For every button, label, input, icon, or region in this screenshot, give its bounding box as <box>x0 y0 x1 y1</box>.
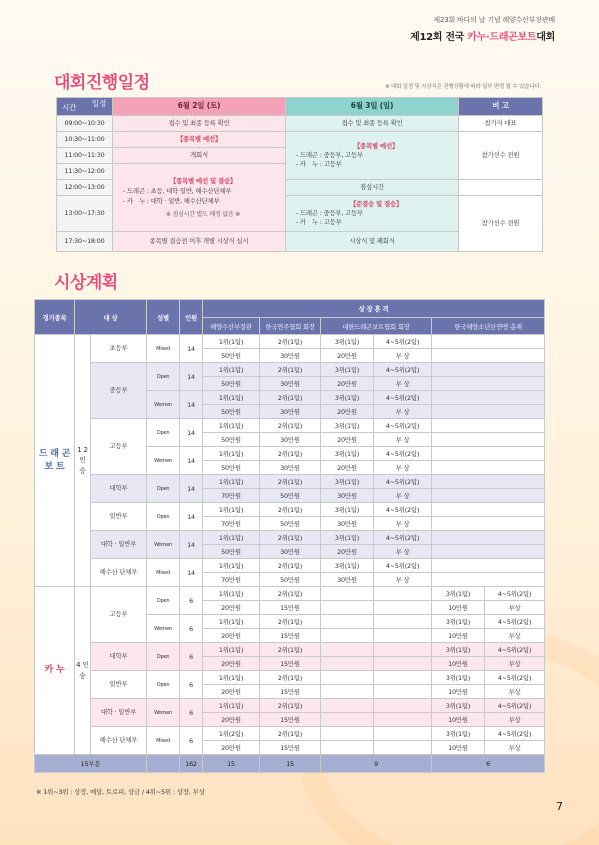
time-cell: 17:30~18:00 <box>57 232 113 252</box>
remarks-cell <box>459 180 543 196</box>
category-cell: 대학 · 일반부 <box>91 699 147 727</box>
award-cell: 20만원 <box>321 461 374 475</box>
award-cell: 30만원 <box>260 433 321 447</box>
award-cell: 1위(1팀) <box>203 475 260 489</box>
crew-cell: 6 <box>180 587 203 615</box>
time-cell: 12:00~13:00 <box>57 180 113 196</box>
award-cell: 30만원 <box>260 349 321 363</box>
section-title-schedule: 대회진행일정 <box>54 73 150 93</box>
day1-cell: 【종목별 예선】 <box>113 132 286 148</box>
award-cell <box>432 405 545 419</box>
award-cell: 20만원 <box>203 657 260 671</box>
header-award-2: 한국연주협회 회장 <box>260 318 321 335</box>
award-cell: 1위(1팀) <box>203 699 260 713</box>
award-cell: 부 상 <box>374 433 432 447</box>
award-cell: 50만원 <box>260 573 321 587</box>
category-cell: 고등부 <box>91 419 147 475</box>
crew-cell: 14 <box>180 335 203 363</box>
award-cell: 4~5위(2팀) <box>374 447 432 461</box>
award-cell <box>432 573 545 587</box>
award-cell <box>432 349 545 363</box>
award-cell <box>374 685 432 699</box>
award-cell <box>321 699 374 713</box>
award-cell: 3위(1팀) <box>432 727 485 741</box>
award-cell: 20만원 <box>321 545 374 559</box>
award-cell: 10만원 <box>432 685 485 699</box>
crew-cell: 14 <box>180 475 203 503</box>
award-cell: 30만원 <box>260 545 321 559</box>
award-cell: 20만원 <box>321 377 374 391</box>
award-cell: 부 상 <box>374 377 432 391</box>
award-cell: 50만원 <box>203 461 260 475</box>
crew-cell: 14 <box>180 391 203 419</box>
crew-cell: 14 <box>180 503 203 531</box>
award-cell: 20만원 <box>203 629 260 643</box>
award-row <box>35 363 545 377</box>
time-cell: 13:00~17:30 <box>57 196 113 232</box>
award-cell: 10만원 <box>432 657 485 671</box>
award-cell: 4~5위(2팀) <box>485 727 545 741</box>
award-cell <box>432 475 545 489</box>
award-cell: 2위(1팀) <box>260 335 321 349</box>
remarks-cell: 참가선수 전원 <box>459 132 543 180</box>
award-cell: 2위(1팀) <box>260 447 321 461</box>
award-cell: 70만원 <box>203 573 260 587</box>
header-award-4: 한국해양소년단연맹 총재 <box>432 318 545 335</box>
award-cell <box>321 727 374 741</box>
award-cell: 15만원 <box>260 713 321 727</box>
category-cell: 일반부 <box>91 671 147 699</box>
award-cell: 20만원 <box>203 685 260 699</box>
header-day2: 6월 3일 (일) <box>286 98 459 116</box>
award-cell: 3위(1팀) <box>321 363 374 377</box>
award-cell: 50만원 <box>260 517 321 531</box>
page-number: 7 <box>556 800 563 813</box>
header-gender: 성별 <box>147 300 180 335</box>
award-cell: 70만원 <box>203 517 260 531</box>
award-cell <box>374 601 432 615</box>
award-cell: 1위(1팀) <box>203 559 260 573</box>
total-award-1: 15 <box>203 755 260 773</box>
award-cell: 1위(2팀) <box>203 727 260 741</box>
award-cell: 부 상 <box>374 405 432 419</box>
event-group: 드 래 곤 보 트 <box>35 335 75 587</box>
award-cell <box>321 713 374 727</box>
crew-cell: 6 <box>180 727 203 755</box>
time-cell: 09:00~10:30 <box>57 116 113 132</box>
total-award-3: 9 <box>321 755 432 773</box>
award-cell: 20만원 <box>321 349 374 363</box>
award-row <box>35 475 545 489</box>
award-cell: 2위(1팀) <box>260 615 321 629</box>
award-cell: 1위(1팀) <box>203 671 260 685</box>
gender-cell: Open <box>147 671 180 699</box>
gender-cell: Open <box>147 475 180 503</box>
remarks-cell: 참가자 대표 <box>459 116 543 132</box>
header-event: 경기종목 <box>35 300 75 335</box>
award-cell <box>432 391 545 405</box>
award-cell <box>432 489 545 503</box>
award-cell: 50만원 <box>203 349 260 363</box>
awards-footnote: ※ 1위~3위 : 상장, 메달, 트로피, 상금 / 4위~5위 : 상장, 부상 <box>36 788 205 796</box>
award-cell: 1위(1팀) <box>203 531 260 545</box>
award-cell <box>432 377 545 391</box>
award-cell: 3위(1팀) <box>321 419 374 433</box>
header-crew: 인원 <box>180 300 203 335</box>
award-cell: 4~5위(2팀) <box>374 475 432 489</box>
award-cell: 4~5위(2팀) <box>374 391 432 405</box>
award-cell: 50만원 <box>260 489 321 503</box>
awards-table <box>34 299 545 773</box>
award-cell <box>321 671 374 685</box>
award-cell: 2위(1팀) <box>260 699 321 713</box>
time-cell: 10:30~11:00 <box>57 132 113 148</box>
awards-header-row <box>35 300 545 318</box>
day1-cell: 종목별 결승전 이후 개별 시상식 실시 <box>113 232 286 252</box>
award-cell: 2위(1팀) <box>260 419 321 433</box>
crew-cell: 14 <box>180 559 203 587</box>
award-row <box>35 335 545 349</box>
crew-cell: 6 <box>180 615 203 643</box>
category-cell: 중등부 <box>91 363 147 419</box>
award-cell <box>321 629 374 643</box>
award-cell: 30만원 <box>260 461 321 475</box>
award-cell: 3위(1팀) <box>432 643 485 657</box>
award-cell <box>374 615 432 629</box>
total-award-4: 6 <box>432 755 545 773</box>
total-label: 15부문 <box>35 755 147 773</box>
award-cell <box>374 741 432 755</box>
day1-cell: 개회식 <box>113 148 286 164</box>
category-cell: 초등부 <box>91 335 147 363</box>
award-cell: 부상 <box>485 713 545 727</box>
award-cell <box>374 643 432 657</box>
award-cell: 3위(1팀) <box>321 475 374 489</box>
award-cell <box>374 629 432 643</box>
award-cell: 1위(1팀) <box>203 419 260 433</box>
award-cell: 부 상 <box>374 489 432 503</box>
gender-cell: Mixed <box>147 727 180 755</box>
award-cell: 50만원 <box>203 433 260 447</box>
award-cell: 15만원 <box>260 629 321 643</box>
award-cell: 2위(1팀) <box>260 363 321 377</box>
award-cell: 1위(1팀) <box>203 503 260 517</box>
award-cell <box>321 601 374 615</box>
gender-cell: Open <box>147 643 180 671</box>
total-crew: 162 <box>180 755 203 773</box>
section-title-awards: 시상계획 <box>54 273 118 293</box>
award-cell: 부 상 <box>374 573 432 587</box>
award-cell: 30만원 <box>321 573 374 587</box>
category-cell: 대학 · 일반부 <box>91 531 147 559</box>
award-cell: 20만원 <box>203 601 260 615</box>
award-cell: 3위(1팀) <box>432 587 485 601</box>
award-row <box>35 531 545 545</box>
gender-cell: Open <box>147 587 180 615</box>
award-cell: 30만원 <box>260 377 321 391</box>
award-cell: 4~5위(2팀) <box>374 419 432 433</box>
gender-cell: Women <box>147 615 180 643</box>
crew-cell: 14 <box>180 363 203 391</box>
award-cell: 부상 <box>485 741 545 755</box>
schedule-note: ※ 대회 일정 및 시상식은 진행상황에 따라 일부 변경 될 수 있습니다. <box>385 84 541 90</box>
award-cell: 4~5위(2팀) <box>374 363 432 377</box>
award-cell <box>374 727 432 741</box>
crew-cell: 6 <box>180 643 203 671</box>
award-cell: 1위(1팀) <box>203 447 260 461</box>
day2-cell: 접수 및 최종 등록 확인 <box>286 116 459 132</box>
award-cell: 10만원 <box>432 629 485 643</box>
award-cell <box>432 363 545 377</box>
award-cell: 2위(1팀) <box>260 727 321 741</box>
category-cell: 대학부 <box>91 643 147 671</box>
award-cell: 2위(1팀) <box>260 559 321 573</box>
header-awards: 상 장 훈 격 <box>203 300 545 318</box>
award-cell <box>374 713 432 727</box>
award-cell: 15만원 <box>260 601 321 615</box>
crew-cell: 14 <box>180 419 203 447</box>
award-cell <box>374 657 432 671</box>
award-cell: 1위(1팀) <box>203 615 260 629</box>
award-cell: 4~5위(2팀) <box>374 503 432 517</box>
award-cell: 3위(1팀) <box>321 503 374 517</box>
award-cell <box>432 447 545 461</box>
award-cell: 부 상 <box>374 517 432 531</box>
award-cell: 15만원 <box>260 741 321 755</box>
award-cell: 부 상 <box>374 461 432 475</box>
gender-cell: Open <box>147 419 180 447</box>
remarks-cell: 참가선수 전원 <box>459 196 543 252</box>
award-cell <box>432 335 545 349</box>
category-cell: 해수산 단체부 <box>91 727 147 755</box>
day2-cell: 【준결승 및 결승】 - 드래곤 : 중등부, 고등부 - 카 누 : 고등부 <box>286 196 459 232</box>
award-cell <box>321 741 374 755</box>
day1-cell: 【종목별 예선 및 결승】 - 드래곤 : 초등, 대학·일반, 해수산단체부 - 카 누 : 대학 · 일반, 해수산단체부 ※ 점심시간 별도 배정 없음 ※ <box>113 164 286 232</box>
award-row <box>35 699 545 713</box>
award-cell: 부상 <box>485 601 545 615</box>
day2-cell: 시상식 및 폐회식 <box>286 232 459 252</box>
day2-cell: 【종목별 예선】 - 드래곤 : 중등부, 고등부 - 카 누 : 고등부 <box>286 132 459 180</box>
header-award-1: 해양수산부장관 <box>203 318 260 335</box>
header-target: 대 상 <box>75 300 147 335</box>
crew-cell: 6 <box>180 671 203 699</box>
award-cell: 부 상 <box>374 349 432 363</box>
award-cell: 4~5위(2팀) <box>374 559 432 573</box>
award-cell: 15만원 <box>260 657 321 671</box>
award-cell: 4~5위(2팀) <box>485 587 545 601</box>
award-cell <box>432 461 545 475</box>
award-row <box>35 587 545 601</box>
award-row <box>35 503 545 517</box>
award-cell: 1위(1팀) <box>203 643 260 657</box>
award-cell: 30만원 <box>260 405 321 419</box>
gender-cell: Women <box>147 699 180 727</box>
award-cell <box>432 503 545 517</box>
boat-size: 1 2 인 승 <box>75 335 91 587</box>
award-cell <box>321 685 374 699</box>
award-row <box>35 643 545 657</box>
award-cell: 3위(1팀) <box>321 335 374 349</box>
awards-total-row <box>35 755 545 773</box>
award-cell: 2위(1팀) <box>260 531 321 545</box>
time-cell: 11:00~11:30 <box>57 148 113 164</box>
award-cell: 1위(1팀) <box>203 587 260 601</box>
award-cell: 70만원 <box>203 489 260 503</box>
award-cell: 1위(1팀) <box>203 335 260 349</box>
award-cell <box>321 615 374 629</box>
category-cell: 고등부 <box>91 587 147 643</box>
award-cell <box>321 657 374 671</box>
header-title: 제12회 전국 카누·드래곤보트대회 <box>410 32 555 43</box>
award-cell: 2위(1팀) <box>260 475 321 489</box>
gender-cell: Open <box>147 363 180 391</box>
award-cell: 30만원 <box>321 517 374 531</box>
award-cell: 2위(1팀) <box>260 587 321 601</box>
award-cell <box>374 671 432 685</box>
boat-size: 4 인 승 <box>75 587 91 755</box>
award-cell: 4~5위(2팀) <box>485 643 545 657</box>
award-cell: 부상 <box>485 657 545 671</box>
gender-cell: Mixed <box>147 335 180 363</box>
crew-cell: 14 <box>180 447 203 475</box>
award-cell: 15만원 <box>260 685 321 699</box>
award-cell: 부 상 <box>374 545 432 559</box>
award-cell: 10만원 <box>432 741 485 755</box>
gender-cell: Women <box>147 447 180 475</box>
total-award-2: 15 <box>260 755 321 773</box>
schedule-table <box>56 97 543 252</box>
award-cell: 1위(1팀) <box>203 363 260 377</box>
award-cell: 1위(1팀) <box>203 391 260 405</box>
category-cell: 일반부 <box>91 503 147 531</box>
award-cell: 2위(1팀) <box>260 391 321 405</box>
award-cell: 4~5위(2팀) <box>374 335 432 349</box>
award-cell: 3위(1팀) <box>321 559 374 573</box>
header-subtitle: 제23회 바다의 날 기념 해양수산부장관배 <box>433 16 555 24</box>
award-cell <box>321 643 374 657</box>
award-row <box>35 727 545 741</box>
header-day1: 6월 2일 (토) <box>113 98 286 116</box>
gender-cell: Women <box>147 531 180 559</box>
gender-cell: Open <box>147 503 180 531</box>
award-cell: 4~5위(2팀) <box>485 699 545 713</box>
award-cell <box>374 587 432 601</box>
category-cell: 해수산 단체부 <box>91 559 147 587</box>
award-cell: 20만원 <box>321 433 374 447</box>
event-group: 카 누 <box>35 587 75 755</box>
award-cell <box>321 587 374 601</box>
award-cell <box>432 517 545 531</box>
award-cell <box>374 699 432 713</box>
award-cell: 50만원 <box>203 405 260 419</box>
award-cell: 3위(1팀) <box>432 699 485 713</box>
gender-cell: Mixed <box>147 559 180 587</box>
award-cell <box>432 419 545 433</box>
day1-cell: 접수 및 최종 등록 확인 <box>113 116 286 132</box>
award-cell <box>432 559 545 573</box>
time-cell: 11:30~12:00 <box>57 164 113 180</box>
header-time-day: 일정 시간 <box>57 98 113 116</box>
award-cell: 4~5위(2팀) <box>485 671 545 685</box>
award-cell: 50만원 <box>203 545 260 559</box>
day2-cell: 점심시간 <box>286 180 459 196</box>
award-row <box>35 419 545 433</box>
award-cell: 50만원 <box>203 377 260 391</box>
award-row <box>35 559 545 573</box>
award-cell: 3위(1팀) <box>321 531 374 545</box>
award-cell: 3위(1팀) <box>321 391 374 405</box>
award-cell: 부상 <box>485 629 545 643</box>
award-cell: 3위(1팀) <box>321 447 374 461</box>
award-cell <box>432 531 545 545</box>
award-cell: 부상 <box>485 685 545 699</box>
page-header <box>410 15 555 43</box>
header-remarks: 비 고 <box>459 98 543 116</box>
award-cell: 2위(1팀) <box>260 503 321 517</box>
category-cell: 대학부 <box>91 475 147 503</box>
award-cell: 20만원 <box>321 405 374 419</box>
award-cell: 2위(1팀) <box>260 671 321 685</box>
award-cell: 3위(1팀) <box>432 615 485 629</box>
award-cell: 3위(1팀) <box>432 671 485 685</box>
crew-cell: 14 <box>180 531 203 559</box>
award-cell <box>432 433 545 447</box>
gender-cell: Women <box>147 391 180 419</box>
award-cell <box>432 545 545 559</box>
award-cell: 10만원 <box>432 713 485 727</box>
award-cell: 4~5위(2팀) <box>485 615 545 629</box>
total-cell <box>147 755 180 773</box>
award-cell: 20만원 <box>203 741 260 755</box>
crew-cell: 6 <box>180 699 203 727</box>
award-cell: 10만원 <box>432 601 485 615</box>
award-cell: 4~5위(2팀) <box>374 531 432 545</box>
header-award-3: 대한드래곤보트협회 회장 <box>321 318 432 335</box>
award-cell: 20만원 <box>203 713 260 727</box>
award-row <box>35 671 545 685</box>
award-cell: 2위(1팀) <box>260 643 321 657</box>
award-cell: 30만원 <box>321 489 374 503</box>
